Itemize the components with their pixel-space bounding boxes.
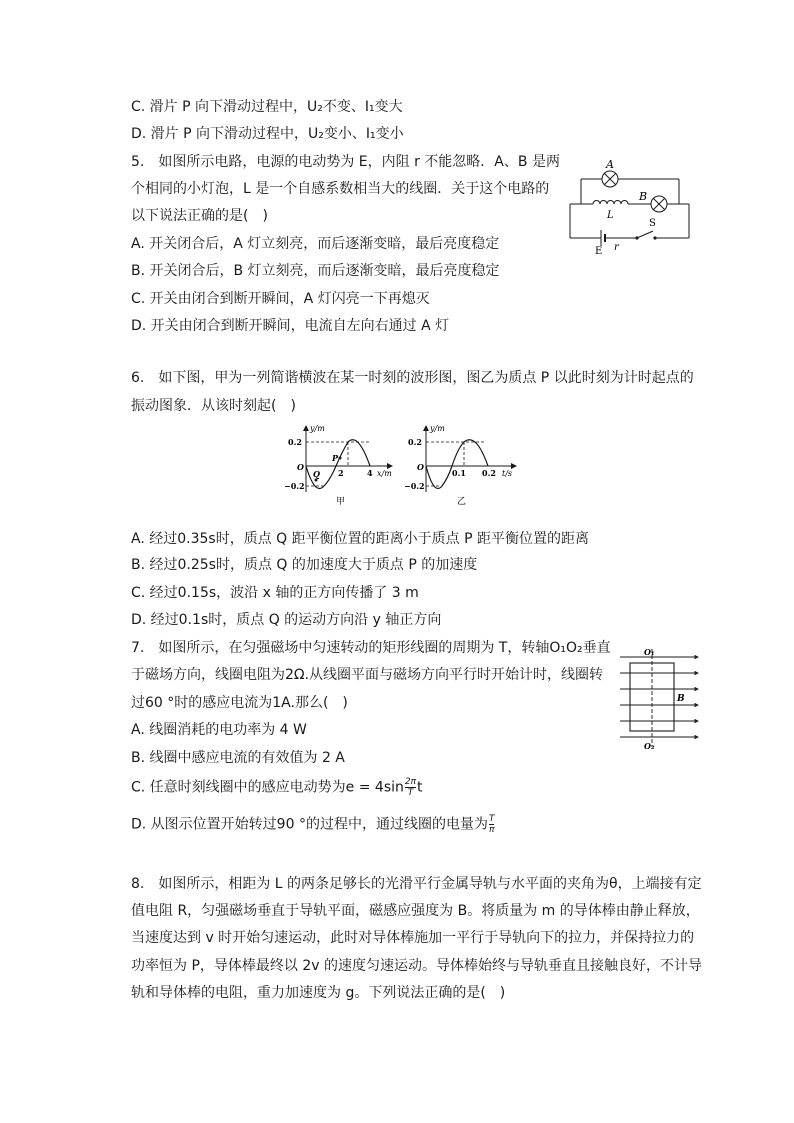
yi-ybot: −0.2 (404, 481, 425, 491)
q5-stem-line2: 个相同的小灯泡，L 是一个自感系数相当大的线圈．关于这个电路的 (131, 181, 550, 197)
jia-point-p: P (332, 453, 339, 463)
jia-ybot: −0.2 (284, 481, 305, 491)
q5-option-d: D. 开关由闭合到断开瞬间，电流自左向右通过 A 灯 (131, 318, 450, 334)
lamp-a-label: A (606, 158, 614, 171)
yi-caption: 乙 (457, 497, 467, 507)
q5-option-a: A. 开关闭合后，A 灯立刻亮，而后逐渐变暗，最后亮度稳定 (131, 236, 500, 252)
q7-option-a: A. 线圈消耗的电功率为 4 W (131, 722, 307, 738)
jia-ytop: 0.2 (288, 437, 302, 447)
q6-vibration-graph-yi (404, 422, 520, 510)
emf-label: E (595, 246, 603, 257)
q8-stem-line4: 功率恒为 P，导体棒最终以 2v 的速度匀速运动。导体棒始终与导轨垂直且接触良好，不计导 (131, 958, 702, 974)
q8-stem-line1: 8. 如图所示，相距为 L 的两条足够长的光滑平行金属导轨与水平面的夹角为θ，上端接有定 (131, 876, 702, 892)
jia-xlabel: x/m (377, 469, 392, 478)
q7-option-c-denominator: T (407, 788, 414, 798)
q5-stem-line3: 以下说法正确的是( ) (131, 208, 268, 224)
q6-option-b: B. 经过0.25s时，质点 Q 的加速度大于质点 P 的加速度 (131, 557, 478, 573)
q7-option-c-text: C. 任意时刻线圈中的感应电动势为e = 4sin (131, 779, 404, 796)
coil-label: L (607, 210, 614, 221)
q7-option-c-tail: t (417, 779, 423, 796)
yi-ylabel: y/m (430, 424, 445, 433)
yi-t2: 0.2 (482, 468, 496, 478)
axis-o2-label: O₂ (644, 741, 655, 751)
axis-o1-label: O₁ (644, 647, 655, 657)
resistance-label: r (614, 242, 619, 253)
q7-option-d-numerator: T (488, 814, 495, 824)
q6-stem-line1: 6. 如下图，甲为一列简谐横波在某一时刻的波形图，图乙为质点 P 以此时刻为计时起点的 (131, 370, 694, 386)
jia-ylabel: y/m (310, 424, 325, 433)
q8-stem-line2: 值电阻 R，匀强磁场垂直于导轨平面，磁感应强度为 B。将质量为 m 的导体棒由静止释放， (131, 903, 700, 919)
q7-option-c-numerator: 2π (404, 777, 417, 787)
q7-option-d (131, 814, 494, 835)
jia-x4: 4 (367, 468, 373, 478)
field-b-label: B (677, 694, 685, 704)
q8-stem-line3: 当速度达到 v 时开始匀速运动，此时对导体棒施加一平行于导轨向下的拉力，并保持拉力的 (131, 930, 695, 946)
q6-option-d: D. 经过0.1s时，质点 Q 的运动方向沿 y 轴正方向 (131, 612, 442, 628)
q5-circuit-diagram (565, 158, 700, 258)
q7-stem-line2: 于磁场方向，线圈电阻为2Ω.从线圈平面与磁场方向平行时开始计时，线圈转 (131, 667, 604, 683)
q7-option-c-fraction (405, 777, 416, 798)
yi-origin: O (417, 462, 424, 472)
q7-option-c (131, 777, 423, 798)
q6-option-a: A. 经过0.35s时，质点 Q 距平衡位置的距离小于质点 P 距平衡位置的距离 (131, 531, 589, 547)
jia-origin: O (297, 462, 304, 472)
q7-stem-line1: 7. 如图所示，在匀强磁场中匀速转动的矩形线圈的周期为 T，转轴O₁O₂垂直 (131, 640, 611, 656)
q7-option-d-denominator: π (488, 825, 495, 835)
q6-option-c: C. 经过0.15s，波沿 x 轴的正方向传播了 3 m (131, 585, 419, 601)
q6-wave-graph-jia (284, 422, 396, 510)
q6-stem-line2: 振动图象．从该时刻起( ) (131, 398, 296, 414)
q7-option-d-text: D. 从图示位置开始转过90 °的过程中，通过线圈的电量为 (131, 816, 488, 833)
q8-stem-line5: 轨和导体棒的电阻，重力加速度为 g。下列说法正确的是( ) (131, 985, 506, 1001)
yi-xlabel: t/s (502, 469, 513, 478)
q7-option-b: B. 线圈中感应电流的有效值为 2 A (131, 750, 345, 766)
q5-option-b: B. 开关闭合后，B 灯立刻亮，而后逐渐变暗，最后亮度稳定 (131, 263, 500, 279)
q7-option-d-fraction (489, 814, 495, 835)
yi-t1: 0.1 (452, 468, 466, 478)
q4-option-d: D. 滑片 P 向下滑动过程中，U₂变小、I₁变小 (131, 126, 404, 142)
switch-label: S (649, 218, 656, 229)
q7-stem-line3: 过60 °时的感应电流为1A.那么( ) (131, 695, 348, 711)
jia-point-q: Q (313, 469, 320, 479)
q5-option-c: C. 开关由闭合到断开瞬间，A 灯闪亮一下再熄灭 (131, 291, 430, 307)
jia-caption: 甲 (336, 497, 346, 507)
q5-stem-line1: 5. 如图所示电路，电源的电动势为 E，内阻 r 不能忽略．A、B 是两 (131, 154, 560, 170)
jia-x2: 2 (338, 468, 344, 478)
lamp-b-label: B (639, 190, 648, 203)
yi-ytop: 0.2 (408, 437, 422, 447)
q4-option-c: C. 滑片 P 向下滑动过程中，U₂不变、I₁变大 (131, 99, 403, 115)
q7-rotating-coil-diagram (614, 643, 704, 753)
